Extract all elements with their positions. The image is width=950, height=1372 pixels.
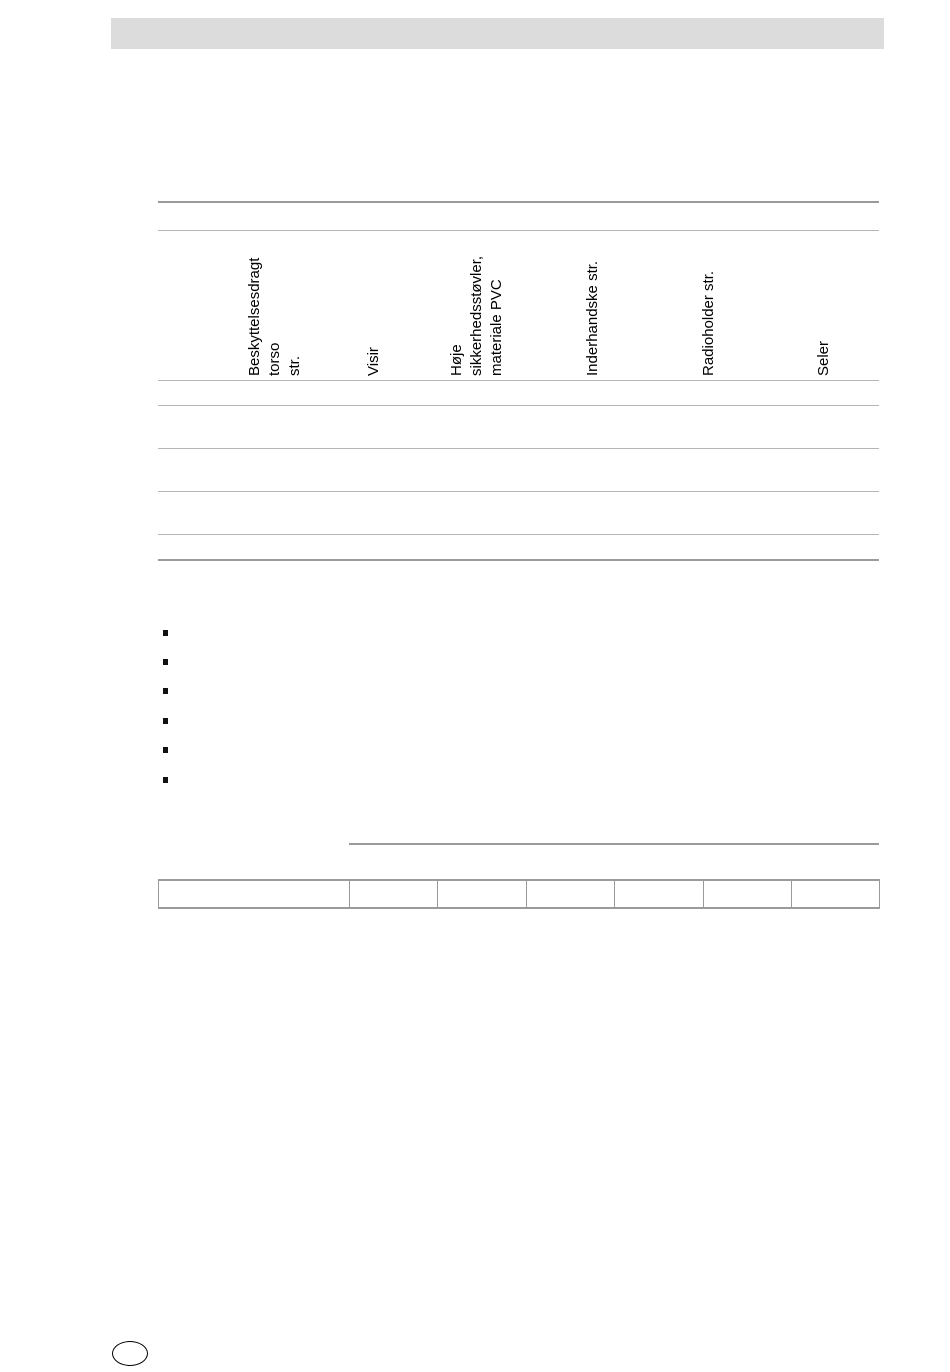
- table-cell: [792, 881, 879, 907]
- column-header-label: Høje sikkerhedsstøvler, materiale PVC: [448, 255, 505, 376]
- bullet-marker: [163, 630, 168, 636]
- section-rule: [349, 843, 879, 845]
- column-header-label: Visir: [365, 347, 382, 376]
- table-cell: [527, 881, 615, 907]
- column-header: [814, 216, 950, 376]
- table-row-divider: [158, 491, 879, 492]
- table-top-rule: [158, 201, 879, 203]
- header-bar: [111, 18, 884, 49]
- column-header-label: Beskyttelsesdragt torso str.: [246, 257, 303, 376]
- table-bottom-rule: [158, 559, 879, 561]
- table-cell: [159, 881, 350, 907]
- bullet-marker: [163, 718, 168, 724]
- table-cell: [615, 881, 704, 907]
- table-row-divider: [158, 380, 879, 381]
- column-header-label: Seler: [815, 340, 832, 376]
- column-header-label: Inderhandske str.: [584, 260, 601, 376]
- bullet-marker: [163, 659, 168, 665]
- table-row-divider: [158, 448, 879, 449]
- column-header-label: Radioholder str.: [700, 270, 717, 376]
- bottom-table: [158, 879, 880, 909]
- table-cell: [350, 881, 438, 907]
- table-cell: [438, 881, 527, 907]
- table-row-divider: [158, 405, 879, 406]
- table-cell: [704, 881, 792, 907]
- language-badge: [112, 1341, 148, 1366]
- bullet-marker: [163, 747, 168, 753]
- bullet-marker: [163, 777, 168, 783]
- table-row-divider: [158, 534, 879, 535]
- bullet-marker: [163, 688, 168, 694]
